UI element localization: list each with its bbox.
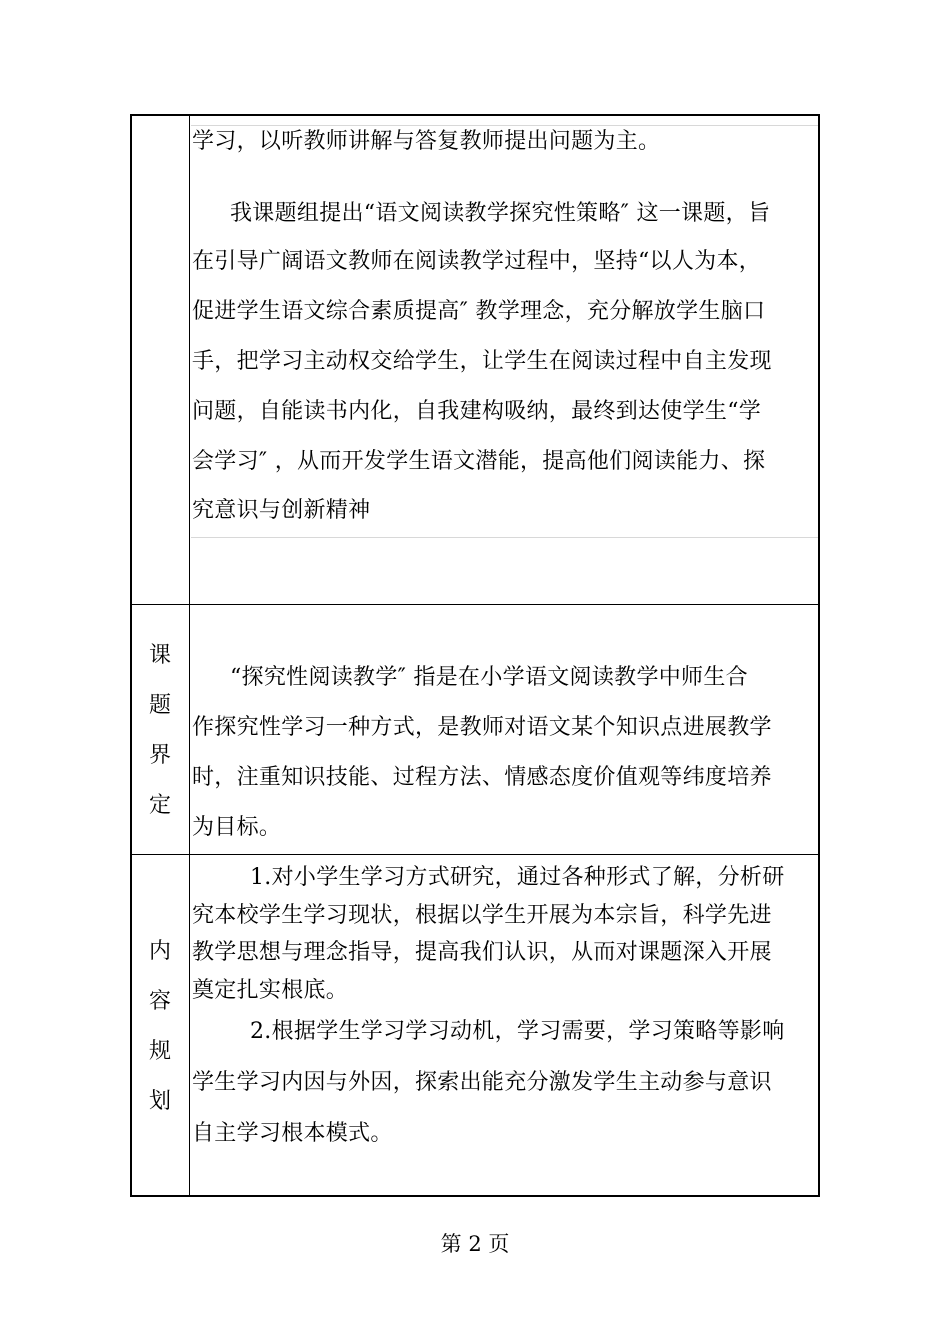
paragraph-line: 会学习″ ，从而开发学生语文潜能，提高他们阅读能力、探 <box>192 449 766 474</box>
paragraph-line: 学习，以听教师讲解与答复教师提出问题为主。 <box>192 129 661 154</box>
paragraph-line: 究意识与创新精神 <box>192 498 371 523</box>
label-char: 规 <box>148 1039 171 1064</box>
label-char: 内 <box>148 939 171 964</box>
label-char: 界 <box>148 743 171 768</box>
paragraph-line: 学生学习内因与外因，探索出能充分激发学生主动参与意识 <box>192 1070 772 1095</box>
paragraph-line: 作探究性学习一种方式，是教师对语文某个知识点进展教学 <box>192 715 772 740</box>
label-char: 课 <box>148 643 171 668</box>
page-number: 第 2 页 <box>440 1232 510 1256</box>
paragraph-line: “探究性阅读教学″ 指是在小学语文阅读教学中师生合 <box>230 665 748 690</box>
paragraph-line: 1.对小学生学习方式研究，通过各种形式了解，分析研 <box>250 865 785 890</box>
row-divider-1 <box>130 604 820 605</box>
paragraph-line: 自主学习根本模式。 <box>192 1121 393 1146</box>
paragraph-line: 为目标。 <box>192 815 282 840</box>
paragraph-line: 时，注重知识技能、过程方法、情感态度价值观等纬度培养 <box>192 765 772 790</box>
label-char: 定 <box>148 793 171 818</box>
thin-rule-bottom <box>191 537 818 538</box>
paragraph-line: 在引导广阔语文教师在阅读教学过程中，坚持“以人为本， <box>192 249 762 274</box>
paragraph-line: 教学思想与理念指导，提高我们认识，从而对课题深入开展 <box>192 940 772 965</box>
label-char: 划 <box>148 1089 171 1114</box>
row-divider-2 <box>130 854 820 855</box>
paragraph-line: 促进学生语文综合素质提高″ 教学理念，充分解放学生脑口 <box>192 299 766 324</box>
label-char: 题 <box>148 693 171 718</box>
paragraph-line: 2.根据学生学习学习动机，学习需要，学习策略等影响 <box>250 1019 785 1044</box>
label-char: 容 <box>148 989 171 1014</box>
paragraph-line: 我课题组提出“语文阅读教学探究性策略″ 这一课题，旨 <box>230 201 771 226</box>
column-divider <box>189 114 190 1197</box>
paragraph-line: 究本校学生学习现状，根据以学生开展为本宗旨，科学先进 <box>192 903 772 928</box>
paragraph-line: 问题，自能读书内化，自我建构吸纳，最终到达使学生“学 <box>192 399 762 424</box>
paragraph-line: 奠定扎实根底。 <box>192 978 349 1003</box>
paragraph-line: 手，把学习主动权交给学生，让学生在阅读过程中自主发现 <box>192 349 772 374</box>
